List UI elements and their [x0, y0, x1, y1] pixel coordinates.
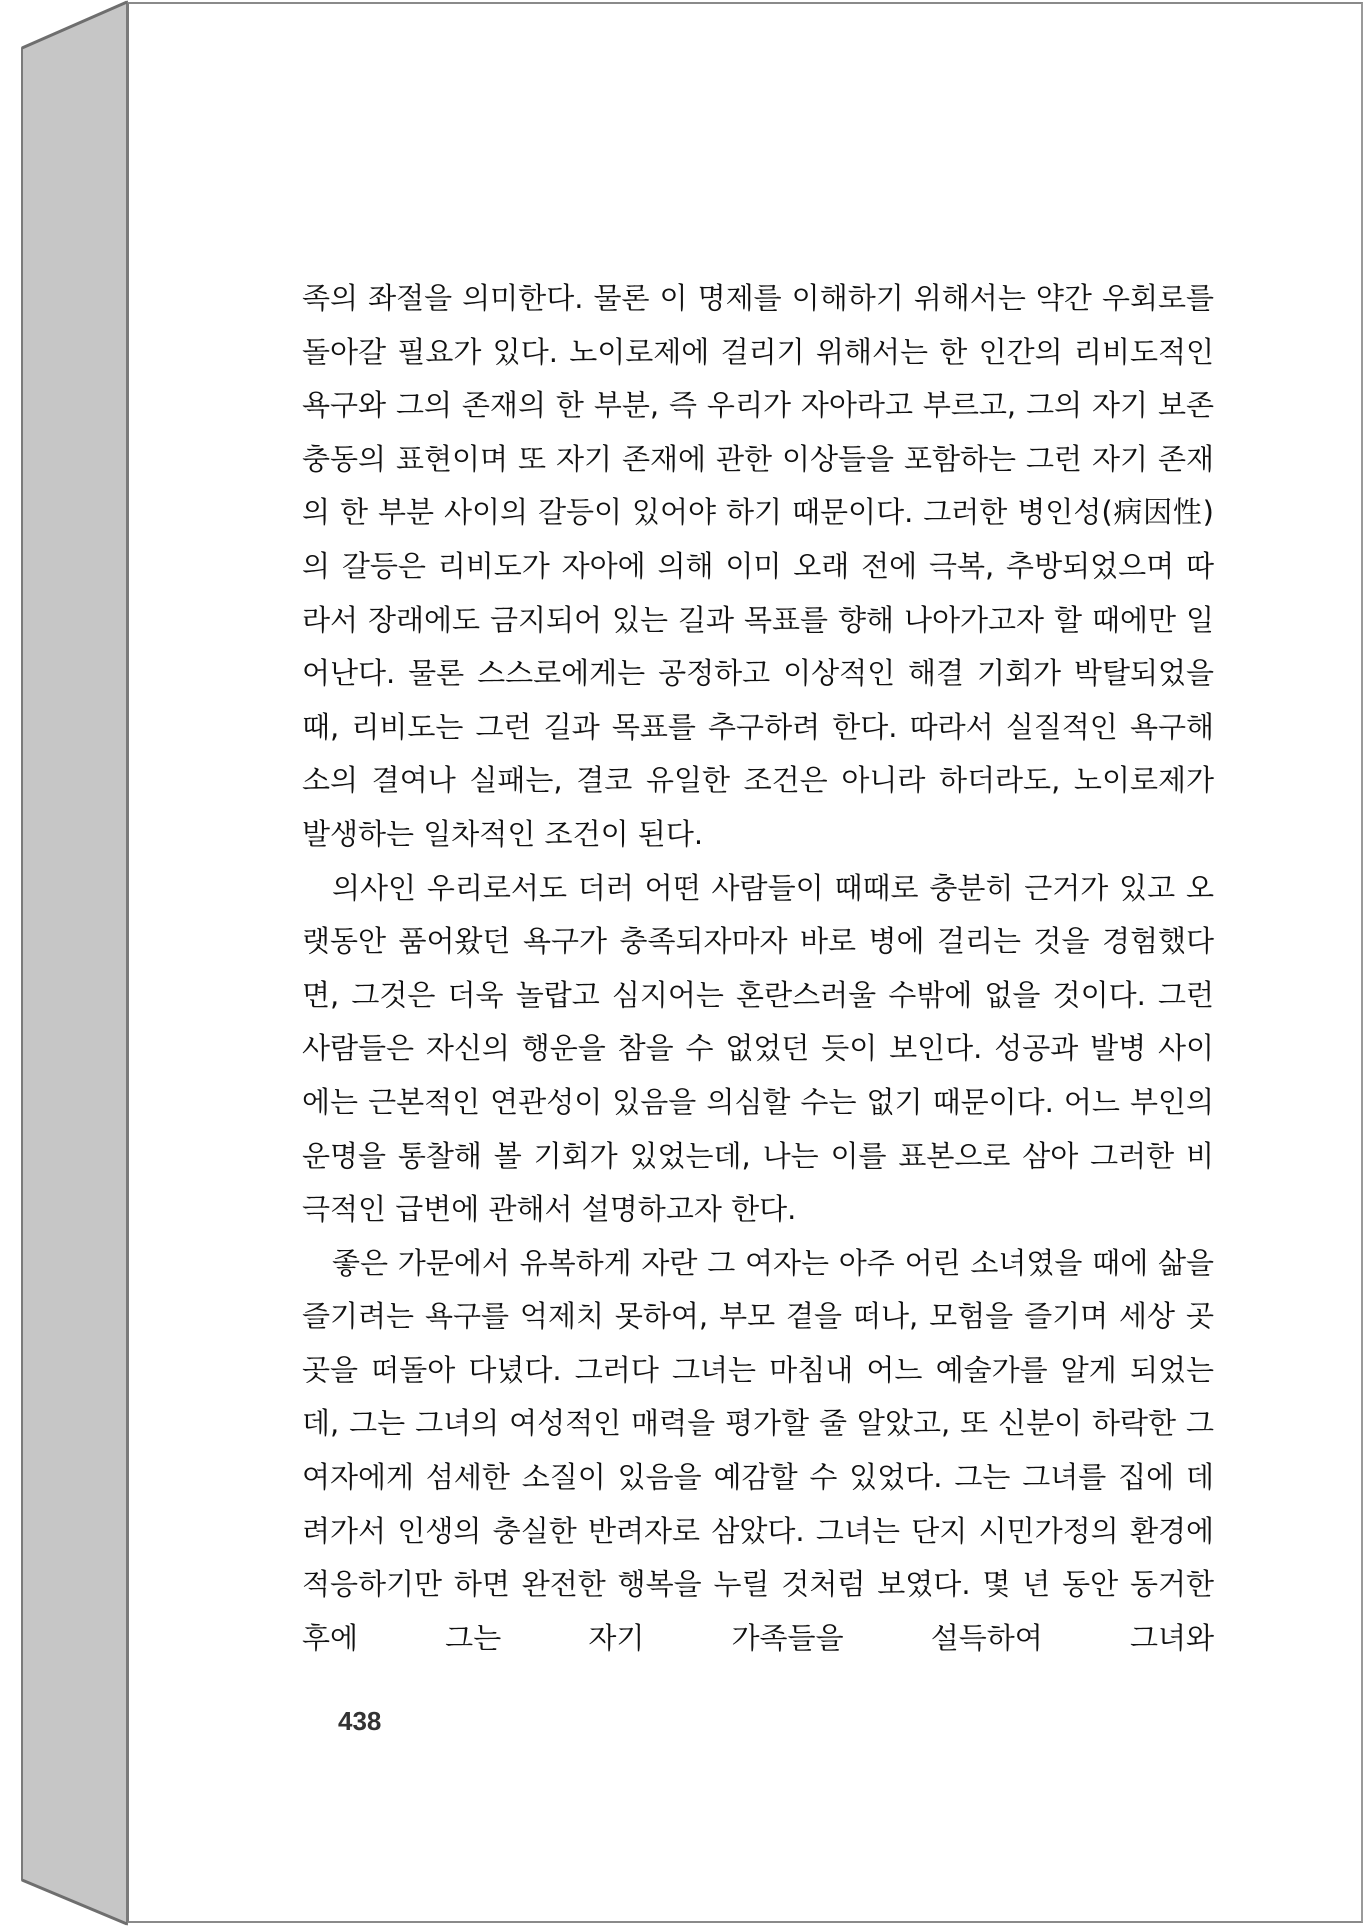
paragraph-1: 족의 좌절을 의미한다. 물론 이 명제를 이해하기 위해서는 약간 우회로를 돌아갈 필요가 있다. 노이로제에 걸리기 위해서는 한 인간의 리비도적인 욕구와 그의 존재의 한 부분, 즉 우리가 자아라고 부르고, 그의 자기 보존 충동의 표현이며 또 자기 존재에 관한 이상들을 포함하는 그런 자기 존재의 한 부분 사이의 갈등이 있어야 하기 때문이다. 그러한 병인성(病因性)의 갈등은 리비도가 자아에 의해 이미 오래 전에 극복, 추방되었으며 따라서 장래에도 금지되어 있는 길과 목표를 향해 나아가고자 할 때에만 일어난다. 물론 스스로에게는 공정하고 이상적인 해결 기회가 박탈되었을 때, 리비도는 그런 길과 목표를 추구하려 한다. 따라서 실질적인 욕구해소의 결여나 실패는, 결코 유일한 조건은 아니라 하더라도, 노이로제가 발생하는 일차적인 조건이 된다.	[302, 281, 1214, 851]
body-text	[302, 272, 1214, 1665]
paragraph-3: 좋은 가문에서 유복하게 자란 그 여자는 아주 어린 소녀였을 때에 삶을 즐기려는 욕구를 억제치 못하여, 부모 곁을 떠나, 모험을 즐기며 세상 곳곳을 떠돌아 다녔다. 그러다 그녀는 마침내 어느 예술가를 알게 되었는데, 그는 그녀의 여성적인 매력을 평가할 줄 알았고, 또 신분이 하락한 그 여자에게 섬세한 소질이 있음을 예감할 수 있었다. 그는 그녀를 집에 데려가서 인생의 충실한 반려자로 삼았다. 그녀는 단지 시민가정의 환경에 적응하기만 하면 완전한 행복을 누릴 것처럼 보였다. 몇 년 동안 동거한 후에 그는 자기 가족들을 설득하여 그녀와	[302, 1245, 1214, 1655]
paragraph-2: 의사인 우리로서도 더러 어떤 사람들이 때때로 충분히 근거가 있고 오랫동안 품어왔던 욕구가 충족되자마자 바로 병에 걸리는 것을 경험했다면, 그것은 더욱 놀랍고 심지어는 혼란스러울 수밖에 없을 것이다. 그런 사람들은 자신의 행운을 참을 수 없었던 듯이 보인다. 성공과 발병 사이에는 근본적인 연관성이 있음을 의심할 수는 없기 때문이다. 어느 부인의 운명을 통찰해 볼 기회가 있었는데, 나는 이를 표본으로 삼아 그러한 비극적인 급변에 관해서 설명하고자 한다.	[302, 870, 1214, 1227]
page-number: 438	[338, 1706, 382, 1736]
